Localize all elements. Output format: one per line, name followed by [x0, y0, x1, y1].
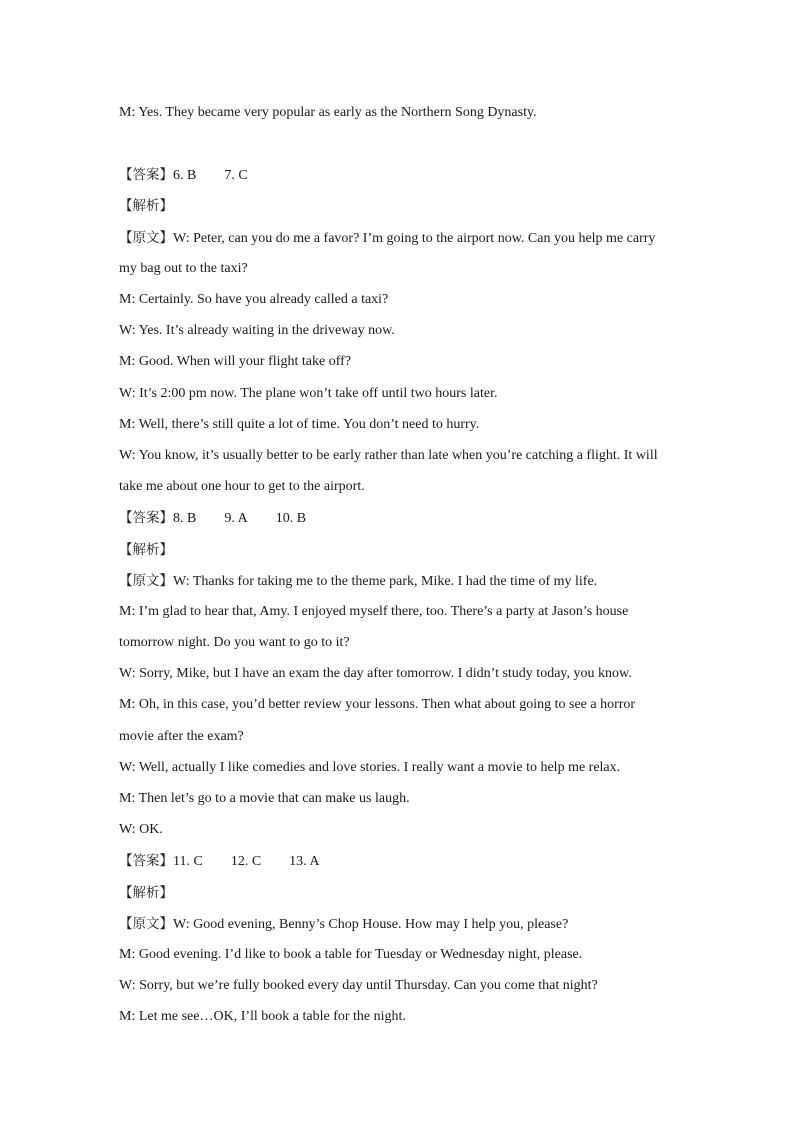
transcript-line [119, 572, 679, 591]
transcript-line [119, 759, 679, 777]
transcript-line [119, 229, 679, 248]
transcript-line [119, 696, 679, 714]
answer-item: 13. A [289, 854, 320, 869]
transcript-line [119, 915, 679, 934]
transcript-line [119, 946, 679, 964]
transcript-line [119, 665, 679, 683]
transcript-line [119, 634, 679, 652]
answer-item: 11. C [173, 854, 203, 869]
transcript-line [119, 447, 679, 465]
original-label: 【原文】 [119, 230, 173, 246]
answer-item: 7. C [224, 168, 248, 183]
answer-item: 8. B [173, 511, 197, 526]
transcript-text: W: Peter, can you do me a favor? I’m going to the airport now. Can you help me carry [173, 231, 656, 246]
analysis-heading [119, 884, 679, 903]
transcript-line [119, 104, 679, 122]
analysis-label: 【解析】 [119, 542, 173, 558]
analysis-label: 【解析】 [119, 885, 173, 901]
transcript-text: M: Yes. They became very popular as early as the Northern Song Dynasty. [119, 105, 537, 120]
transcript-text: W: It’s 2:00 pm now. The plane won’t take off until two hours later. [119, 386, 498, 401]
answer-item: 9. A [224, 511, 248, 526]
answer-item: 6. B [173, 168, 197, 183]
transcript-text: W: Sorry, Mike, but I have an exam the day after tomorrow. I didn’t study today, you know. [119, 666, 632, 681]
analysis-heading [119, 541, 679, 560]
transcript-text: M: Then let’s go to a movie that can make us laugh. [119, 791, 410, 806]
transcript-text: M: Let me see…OK, I’ll book a table for the night. [119, 1009, 406, 1024]
original-label: 【原文】 [119, 573, 173, 589]
transcript-text: M: I’m glad to hear that, Amy. I enjoyed myself there, too. There’s a party at Jason’s house [119, 604, 629, 619]
transcript-text: W: You know, it’s usually better to be early rather than late when you’re catching a flight. It will [119, 448, 658, 463]
transcript-line [119, 291, 679, 309]
transcript-line [119, 353, 679, 371]
transcript-line [119, 416, 679, 434]
answer-line [119, 852, 679, 871]
transcript-line [119, 260, 679, 278]
transcript-text: movie after the exam? [119, 729, 244, 744]
analysis-heading [119, 197, 679, 216]
transcript-text: W: Good evening, Benny’s Chop House. How may I help you, please? [173, 917, 569, 932]
transcript-line [119, 977, 679, 995]
answer-label: 【答案】 [119, 167, 173, 183]
analysis-label: 【解析】 [119, 198, 173, 214]
transcript-line [119, 821, 679, 839]
answer-item: 12. C [230, 854, 262, 869]
original-label: 【原文】 [119, 916, 173, 932]
transcript-text: M: Oh, in this case, you’d better review your lessons. Then what about going to see a horror [119, 697, 636, 712]
transcript-line [119, 478, 679, 496]
transcript-text: M: Good evening. I’d like to book a table for Tuesday or Wednesday night, please. [119, 947, 583, 962]
transcript-text: M: Good. When will your flight take off? [119, 354, 351, 369]
transcript-text: take me about one hour to get to the airport. [119, 479, 365, 494]
transcript-line [119, 322, 679, 340]
answer-label: 【答案】 [119, 510, 173, 526]
answer-line [119, 166, 679, 185]
answer-item: 10. B [275, 511, 307, 526]
transcript-text: W: Sorry, but we’re fully booked every day until Thursday. Can you come that night? [119, 978, 598, 993]
transcript-text: my bag out to the taxi? [119, 261, 248, 276]
transcript-text: tomorrow night. Do you want to go to it? [119, 635, 350, 650]
transcript-text: W: Thanks for taking me to the theme park, Mike. I had the time of my life. [173, 574, 598, 589]
answer-label: 【答案】 [119, 853, 173, 869]
transcript-line [119, 790, 679, 808]
transcript-text: M: Well, there’s still quite a lot of time. You don’t need to hurry. [119, 417, 480, 432]
transcript-line [119, 1008, 679, 1026]
transcript-line [119, 728, 679, 746]
transcript-text: W: OK. [119, 822, 163, 837]
transcript-line [119, 603, 679, 621]
transcript-text: W: Yes. It’s already waiting in the driveway now. [119, 323, 395, 338]
transcript-text: W: Well, actually I like comedies and love stories. I really want a movie to help me relax. [119, 760, 621, 775]
transcript-line [119, 385, 679, 403]
transcript-text: M: Certainly. So have you already called a taxi? [119, 292, 389, 307]
answer-line [119, 509, 679, 528]
